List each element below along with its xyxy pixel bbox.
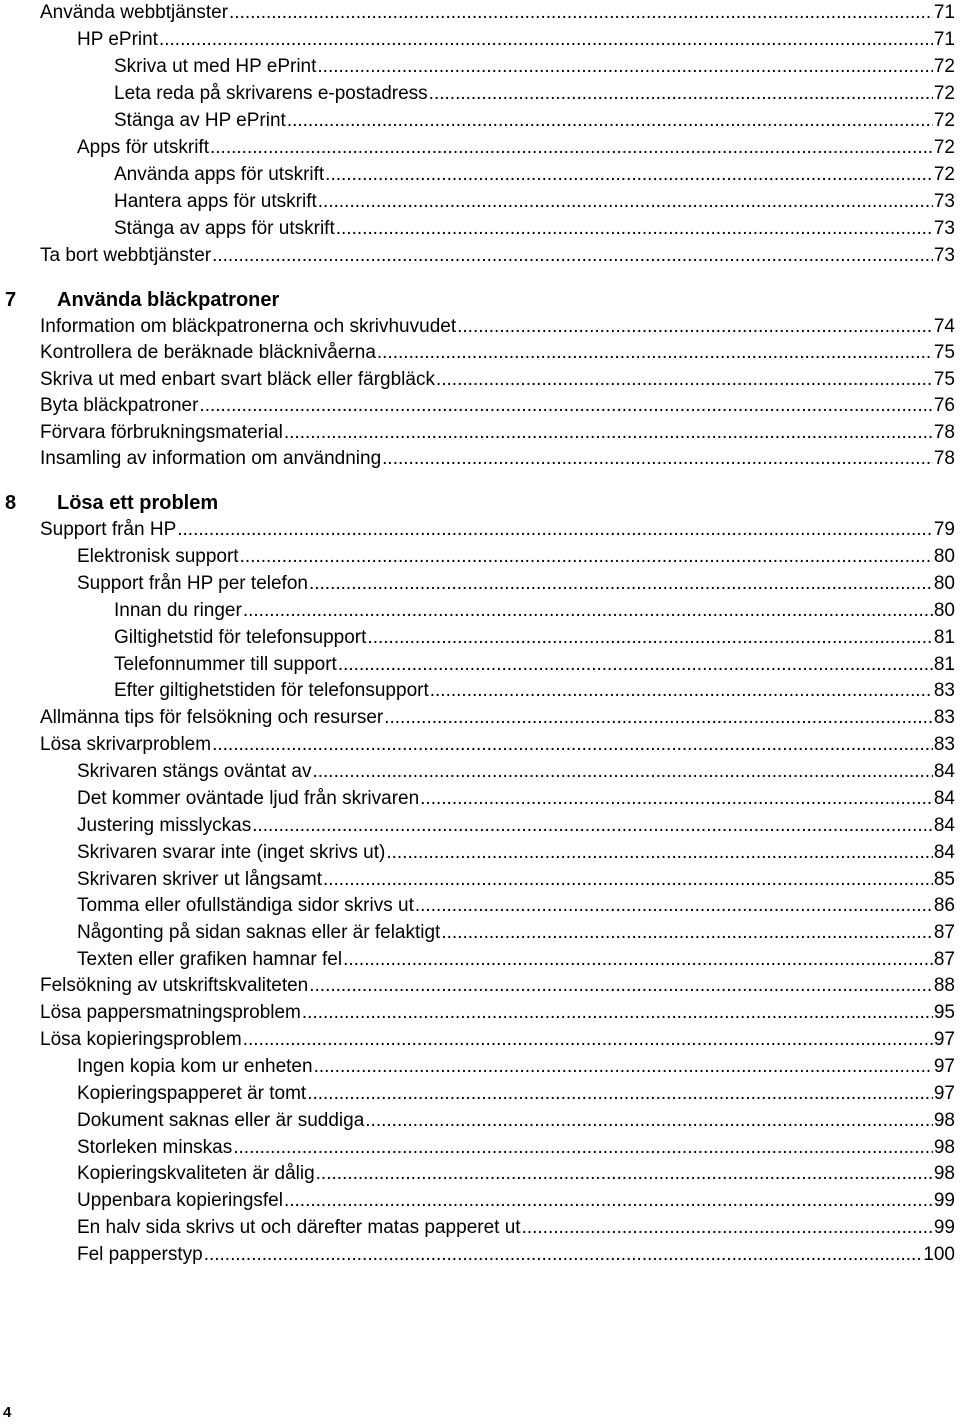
toc-entry[interactable] — [77, 1108, 955, 1134]
toc-entry-page: 84 — [933, 815, 955, 836]
dot-leader — [309, 571, 933, 597]
toc-entry[interactable] — [40, 705, 955, 731]
toc-entry[interactable] — [40, 367, 955, 393]
toc-entry[interactable] — [40, 243, 955, 269]
toc-entry-page: 74 — [933, 316, 955, 337]
dot-leader — [284, 420, 933, 446]
toc-entry[interactable] — [77, 840, 955, 866]
dot-leader — [243, 598, 933, 624]
toc-entry-title: Leta reda på skrivarens e-postadress — [114, 83, 428, 104]
toc-entry-title: Giltighetstid för telefonsupport — [114, 627, 367, 648]
dot-leader — [243, 1027, 933, 1053]
toc-entry[interactable] — [114, 108, 955, 134]
dot-leader — [429, 81, 933, 107]
toc-entry-page: 99 — [933, 1190, 955, 1211]
toc-entry-page: 73 — [933, 218, 955, 239]
toc-entry[interactable] — [40, 340, 955, 366]
chapter-number: 7 — [5, 289, 17, 311]
toc-entry-title: Någonting på sidan saknas eller är felaktigt — [77, 922, 441, 943]
dot-leader — [177, 517, 933, 543]
dot-leader — [382, 446, 933, 472]
toc-entry-page: 87 — [933, 922, 955, 943]
toc-entry-title: Det kommer oväntade ljud från skrivaren — [77, 788, 420, 809]
toc-entry[interactable] — [114, 598, 955, 624]
toc-entry-page: 71 — [933, 29, 955, 50]
dot-leader — [233, 1135, 933, 1161]
toc-entry[interactable] — [40, 1000, 955, 1026]
toc-entry-page: 80 — [933, 600, 955, 621]
toc-entry-page: 79 — [933, 519, 955, 540]
toc-entry-page: 71 — [933, 2, 955, 23]
toc-entry-page: 97 — [933, 1029, 955, 1050]
dot-leader — [309, 973, 933, 999]
toc-entry-page: 99 — [933, 1217, 955, 1238]
dot-leader — [317, 54, 932, 80]
dot-leader — [287, 108, 933, 134]
toc-entry-page: 81 — [933, 654, 955, 675]
toc-entry-page: 73 — [933, 191, 955, 212]
dot-leader — [377, 340, 933, 366]
toc-entry-page: 83 — [933, 734, 955, 755]
toc-entry[interactable] — [77, 759, 955, 785]
toc-entry[interactable] — [77, 544, 955, 570]
toc-entry-page: 84 — [933, 842, 955, 863]
dot-leader — [441, 920, 933, 946]
toc-entry-page: 97 — [933, 1056, 955, 1077]
dot-leader — [367, 625, 932, 651]
toc-entry-title: En halv sida skrivs ut och därefter matas papperet ut — [77, 1217, 521, 1238]
dot-leader — [212, 732, 933, 758]
dot-leader — [159, 27, 933, 53]
toc-entry-page: 78 — [933, 448, 955, 469]
toc-entry[interactable] — [114, 652, 955, 678]
chapter-number: 8 — [5, 492, 17, 514]
toc-entry-title: Ta bort webbtjänster — [40, 245, 212, 266]
toc-entry-title: Använda apps för utskrift — [114, 164, 325, 185]
toc-entry-page: 83 — [933, 680, 955, 701]
toc-entry-title: Skrivaren stängs oväntat av — [77, 761, 312, 782]
toc-entry[interactable] — [40, 973, 955, 999]
toc-entry-page: 83 — [933, 707, 955, 728]
toc-entry-title: Support från HP — [40, 519, 177, 540]
toc-entry[interactable] — [77, 1081, 955, 1107]
dot-leader — [430, 678, 933, 704]
toc-entry-title: Stänga av HP ePrint — [114, 110, 286, 131]
toc-entry-page: 86 — [933, 895, 955, 916]
dot-leader — [323, 867, 933, 893]
toc-entry-page: 72 — [933, 83, 955, 104]
toc-entry-title: Tomma eller ofullständiga sidor skrivs ut — [77, 895, 414, 916]
toc-entry[interactable] — [77, 1054, 955, 1080]
toc-entry-page: 73 — [933, 245, 955, 266]
toc-entry-page: 76 — [933, 395, 955, 416]
dot-leader — [318, 189, 933, 215]
dot-leader — [415, 893, 933, 919]
toc-entry[interactable] — [114, 189, 955, 215]
toc-entry-title: Skriva ut med HP ePrint — [114, 56, 317, 77]
toc-entry-title: Allmänna tips för felsökning och resurser — [40, 707, 384, 728]
toc-entry-page: 97 — [933, 1083, 955, 1104]
dot-leader — [436, 367, 933, 393]
toc-entry[interactable] — [77, 1188, 955, 1214]
dot-leader — [312, 759, 932, 785]
toc-entry-title: Skrivaren skriver ut långsamt — [77, 869, 322, 890]
toc-entry-page: 98 — [933, 1163, 955, 1184]
toc-entry[interactable] — [77, 947, 955, 973]
toc-entry[interactable] — [114, 678, 955, 704]
toc-entry[interactable] — [114, 162, 955, 188]
toc-entry[interactable] — [77, 1215, 955, 1241]
toc-entry-page: 87 — [933, 949, 955, 970]
toc-entry-title: Kopieringspapperet är tomt — [77, 1083, 307, 1104]
toc-entry-page: 98 — [933, 1137, 955, 1158]
dot-leader — [384, 705, 933, 731]
toc-entry-title: Kopieringskvaliteten är dålig — [77, 1163, 315, 1184]
dot-leader — [210, 135, 933, 161]
toc-entry-title: Information om bläckpatronerna och skrivhuvudet — [40, 316, 457, 337]
dot-leader — [212, 243, 933, 269]
toc-entry-title: Dokument saknas eller är suddiga — [77, 1110, 365, 1131]
toc-entry-title: Storleken minskas — [77, 1137, 233, 1158]
toc-entry-title: Skriva ut med enbart svart bläck eller färgbläck — [40, 369, 435, 390]
toc-entry-page: 98 — [933, 1110, 955, 1131]
toc-entry-title: Förvara förbrukningsmaterial — [40, 422, 283, 443]
dot-leader — [204, 1242, 923, 1268]
toc-entry-title: Hantera apps för utskrift — [114, 191, 317, 212]
toc-entry[interactable] — [40, 393, 955, 419]
toc-entry-title: Stänga av apps för utskrift — [114, 218, 335, 239]
toc-entry-title: Justering misslyckas — [77, 815, 252, 836]
toc-entry-title: Elektronisk support — [77, 546, 239, 567]
toc-entry-page: 78 — [933, 422, 955, 443]
chapter-title: Använda bläckpatroner — [57, 289, 280, 311]
dot-leader — [199, 393, 932, 419]
toc-entry[interactable] — [77, 135, 955, 161]
toc-entry[interactable] — [40, 0, 955, 26]
toc-entry[interactable] — [40, 314, 955, 340]
toc-entry-title: Lösa skrivarproblem — [40, 734, 212, 755]
chapter-title: Lösa ett problem — [57, 492, 219, 514]
toc-entry-title: Lösa pappersmatningsproblem — [40, 1002, 301, 1023]
toc-entry-page: 72 — [933, 110, 955, 131]
dot-leader — [386, 840, 933, 866]
toc-entry-title: Apps för utskrift — [77, 137, 209, 158]
toc-entry-page: 85 — [933, 869, 955, 890]
toc-entry[interactable] — [40, 732, 955, 758]
dot-leader — [302, 1000, 933, 1026]
dot-leader — [420, 786, 933, 812]
toc-entry[interactable] — [77, 1161, 955, 1187]
dot-leader — [365, 1108, 933, 1134]
toc-entry[interactable] — [77, 893, 955, 919]
toc-entry-title: Kontrollera de beräknade bläcknivåerna — [40, 342, 376, 363]
toc-entry-title: Fel papperstyp — [77, 1244, 203, 1265]
toc-entry[interactable] — [40, 420, 955, 446]
dot-leader — [338, 652, 933, 678]
toc-entry[interactable] — [114, 625, 955, 651]
toc-entry-page: 80 — [933, 573, 955, 594]
toc-entry-page: 75 — [933, 342, 955, 363]
toc-entry-page: 88 — [933, 975, 955, 996]
toc-entry-title: Byta bläckpatroner — [40, 395, 199, 416]
dot-leader — [284, 1188, 933, 1214]
toc-entry-page: 75 — [933, 369, 955, 390]
toc-entry[interactable] — [40, 517, 955, 543]
toc-entry[interactable] — [77, 813, 955, 839]
toc-entry-title: Insamling av information om användning — [40, 448, 382, 469]
toc-entry-title: Efter giltighetstiden för telefonsupport — [114, 680, 429, 701]
toc-entry[interactable] — [114, 54, 955, 80]
toc-entry-title: HP ePrint — [77, 29, 158, 50]
dot-leader — [522, 1215, 933, 1241]
toc-entry[interactable] — [114, 81, 955, 107]
toc-entry-page: 84 — [933, 788, 955, 809]
dot-leader — [252, 813, 933, 839]
toc-entry-page: 80 — [933, 546, 955, 567]
dot-leader — [240, 544, 933, 570]
toc-entry[interactable] — [40, 1027, 955, 1053]
toc-entry-title: Använda webbtjänster — [40, 2, 229, 23]
toc-entry[interactable] — [77, 1135, 955, 1161]
toc-entry-title: Lösa kopieringsproblem — [40, 1029, 242, 1050]
dot-leader — [229, 0, 933, 26]
page-number: 4 — [3, 1404, 12, 1421]
toc-entry[interactable] — [40, 446, 955, 472]
toc-entry-page: 72 — [933, 56, 955, 77]
dot-leader — [325, 162, 933, 188]
toc-entry-page: 84 — [933, 761, 955, 782]
toc-entry-page: 81 — [933, 627, 955, 648]
dot-leader — [457, 314, 933, 340]
toc-entry[interactable] — [77, 867, 955, 893]
toc-entry[interactable] — [77, 1242, 955, 1268]
toc-entry-title: Telefonnummer till support — [114, 654, 337, 675]
dot-leader — [316, 1161, 933, 1187]
toc-entry[interactable] — [77, 571, 955, 597]
toc-entry-page: 72 — [933, 164, 955, 185]
toc-entry-page: 72 — [933, 137, 955, 158]
toc-entry-title: Texten eller grafiken hamnar fel — [77, 949, 343, 970]
dot-leader — [307, 1081, 933, 1107]
toc-entry[interactable] — [77, 27, 955, 53]
toc-entry-title: Felsökning av utskriftskvaliteten — [40, 975, 309, 996]
toc-entry[interactable] — [114, 216, 955, 242]
toc-entry-title: Ingen kopia kom ur enheten — [77, 1056, 313, 1077]
dot-leader — [314, 1054, 933, 1080]
dot-leader — [343, 947, 933, 973]
toc-entry-title: Uppenbara kopieringsfel — [77, 1190, 283, 1211]
toc-entry-page: 95 — [933, 1002, 955, 1023]
toc-entry-page: 100 — [923, 1244, 955, 1265]
toc-entry[interactable] — [77, 786, 955, 812]
dot-leader — [336, 216, 933, 242]
toc-entry-title: Skrivaren svarar inte (inget skrivs ut) — [77, 842, 386, 863]
toc-entry[interactable] — [77, 920, 955, 946]
toc-entry-title: Support från HP per telefon — [77, 573, 308, 594]
toc-entry-title: Innan du ringer — [114, 600, 242, 621]
